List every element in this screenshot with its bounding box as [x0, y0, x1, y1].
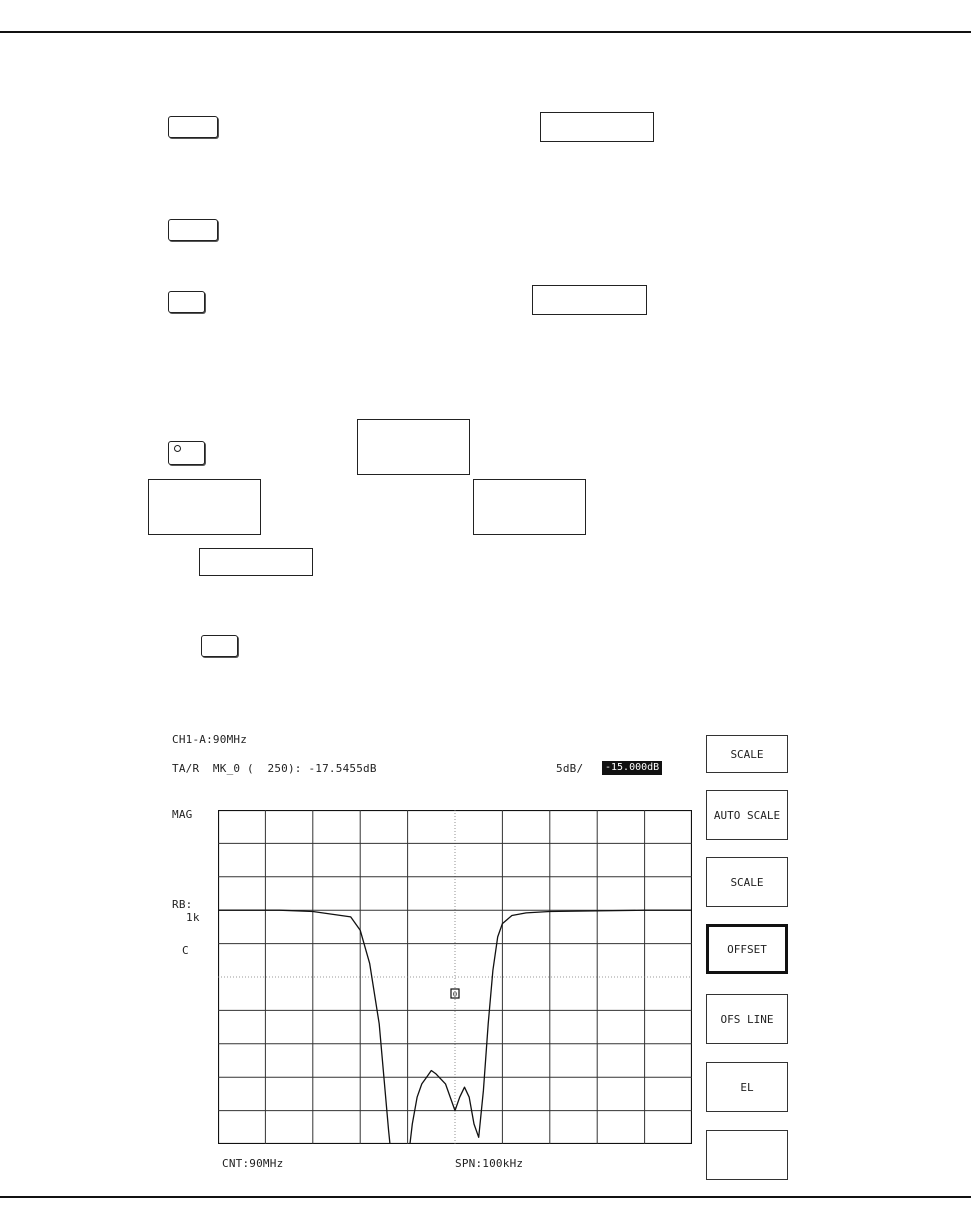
softkey-label: SCALE: [730, 747, 764, 761]
hardkey-3[interactable]: [168, 291, 205, 313]
led-indicator-icon: [174, 445, 181, 452]
scale-readout: 5dB/: [556, 762, 584, 775]
softkey-ref-3: [357, 419, 470, 475]
softkey-ref-5: [473, 479, 586, 535]
softkey-6[interactable]: [706, 1062, 788, 1112]
softkey-3[interactable]: [706, 857, 788, 907]
softkey-ref-2: [532, 285, 647, 315]
softkey-5[interactable]: [706, 994, 788, 1044]
softkey-ref-4: [148, 479, 261, 535]
mag-label: MAG: [172, 808, 193, 821]
softkey-label: EL: [740, 1080, 754, 1094]
rb-value: 1k: [186, 911, 200, 924]
center-frequency-label: CNT:90MHz: [222, 1157, 284, 1170]
hardkey-5[interactable]: [201, 635, 238, 657]
bottom-rule: [0, 1196, 971, 1198]
softkey-7[interactable]: [706, 1130, 788, 1180]
softkey-ref-6: [199, 548, 313, 576]
span-label: SPN:100kHz: [455, 1157, 524, 1170]
rb-label: RB:: [172, 898, 193, 911]
softkey-4[interactable]: [706, 924, 788, 974]
softkey-1[interactable]: [706, 735, 788, 773]
marker-readout: TA/R MK_0 ( 250): -17.5455dB: [172, 762, 377, 775]
reference-value-highlight: -15.000dB: [602, 761, 662, 775]
softkey-label: OFFSET: [727, 942, 767, 956]
softkey-2[interactable]: [706, 790, 788, 840]
marker-number-label: 0: [452, 990, 458, 999]
hardkey-1[interactable]: [168, 116, 218, 138]
softkey-ref-1: [540, 112, 654, 142]
softkey-label: SCALE: [730, 875, 764, 889]
hardkey-2[interactable]: [168, 219, 218, 241]
softkey-label: AUTO SCALE: [713, 808, 781, 822]
graticule-chart: [218, 810, 692, 1144]
softkey-label: OFS LINE: [720, 1012, 774, 1026]
channel-label: CH1-A:90MHz: [172, 733, 248, 746]
hardkey-4[interactable]: [168, 441, 205, 465]
top-rule: [0, 31, 971, 33]
c-label: C: [182, 944, 189, 957]
